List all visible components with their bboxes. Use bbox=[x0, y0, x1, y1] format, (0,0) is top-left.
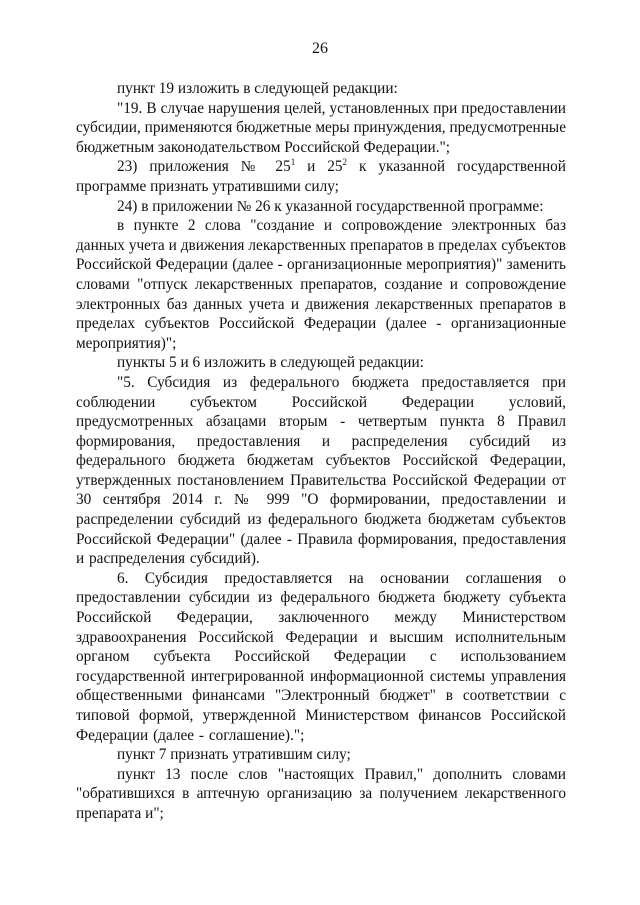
paragraph-item-5-text: "5. Субсидия из федерального бюджета предоставляется при соблюдении субъектом Российской Федерации условий, предусмотренных абзацами вторым - четвертым пункта 8 Правил формирования, предоставления и распределения субсидий из федерального бюджета бюджетам субъектов Российской Федерации, утвержденных постановлением Правительства Российской Федерации от 30 сентября 2014 г. № 999 "О формировании, предоставлении и распределении субсидий из федерального бюджета бюджетам субъектов Российской Федерации" (далее - Правила формирования, предоставления и распределения субсидий). bbox=[76, 373, 566, 568]
paragraph-item-19-text: "19. В случае нарушения целей, установленных при предоставлении субсидии, применяются бюджетные меры принуждения, предусмотренные бюджетным законодательством Российской Федерации."; bbox=[76, 99, 566, 156]
paragraph-appendix-26-intro: 24) в приложении № 26 к указанной государственной программе: bbox=[117, 197, 544, 215]
paragraph-item-7-repeal: пункт 7 признать утратившим силу; bbox=[117, 746, 351, 764]
paragraph-item-2-change: в пункте 2 слова "создание и сопровождение электронных баз данных учета и движения лекарственных препаратов в пределах субъектов Российской Федерации (далее - организационные мероприятия)" заменить словами "отпуск лекарственных препаратов, создание и сопровождение электронных баз данных учета и движения лекарственных препаратов в пределах субъектов Российской Федерации (далее - организационные мероприятия)"; bbox=[76, 217, 566, 352]
appendix-text-b: и 25 bbox=[295, 158, 343, 176]
superscript-2: 2 bbox=[342, 157, 348, 168]
appendix-text-a: 23) приложения № 25 bbox=[117, 158, 291, 176]
paragraph-item-19-intro: пункт 19 изложить в следующей редакции: bbox=[117, 80, 398, 97]
paragraph-item-13-addition: пункт 13 после слов "настоящих Правил," дополнить словами "обратившихся в аптечную организацию за получением лекарственного препарата и"; bbox=[76, 765, 566, 822]
page-number: 26 bbox=[312, 40, 328, 57]
appendix-text-c: к указанной государственной программе признать утратившими силу; bbox=[76, 158, 566, 195]
paragraph-item-6-text: 6. Субсидия предоставляется на основании соглашения о предоставлении субсидии из федерального бюджета бюджету субъекта Российской Федерации, заключенного между Министерством здравоохранения Российской Федерации и высшим исполнительным органом субъекта Российской Федерации с использованием государственной интегрированной информационной системы управления общественными финансами "Электронный бюджет" в соответствии с типовой формой, утвержденной Министерством финансов Российской Федерации (далее - соглашение)."; bbox=[76, 569, 566, 744]
superscript-1: 1 bbox=[290, 157, 296, 168]
paragraph-appendix-25-repeal bbox=[76, 157, 566, 196]
document-body bbox=[76, 79, 566, 824]
paragraph-items-5-6-intro: пункты 5 и 6 изложить в следующей редакции: bbox=[117, 354, 424, 372]
